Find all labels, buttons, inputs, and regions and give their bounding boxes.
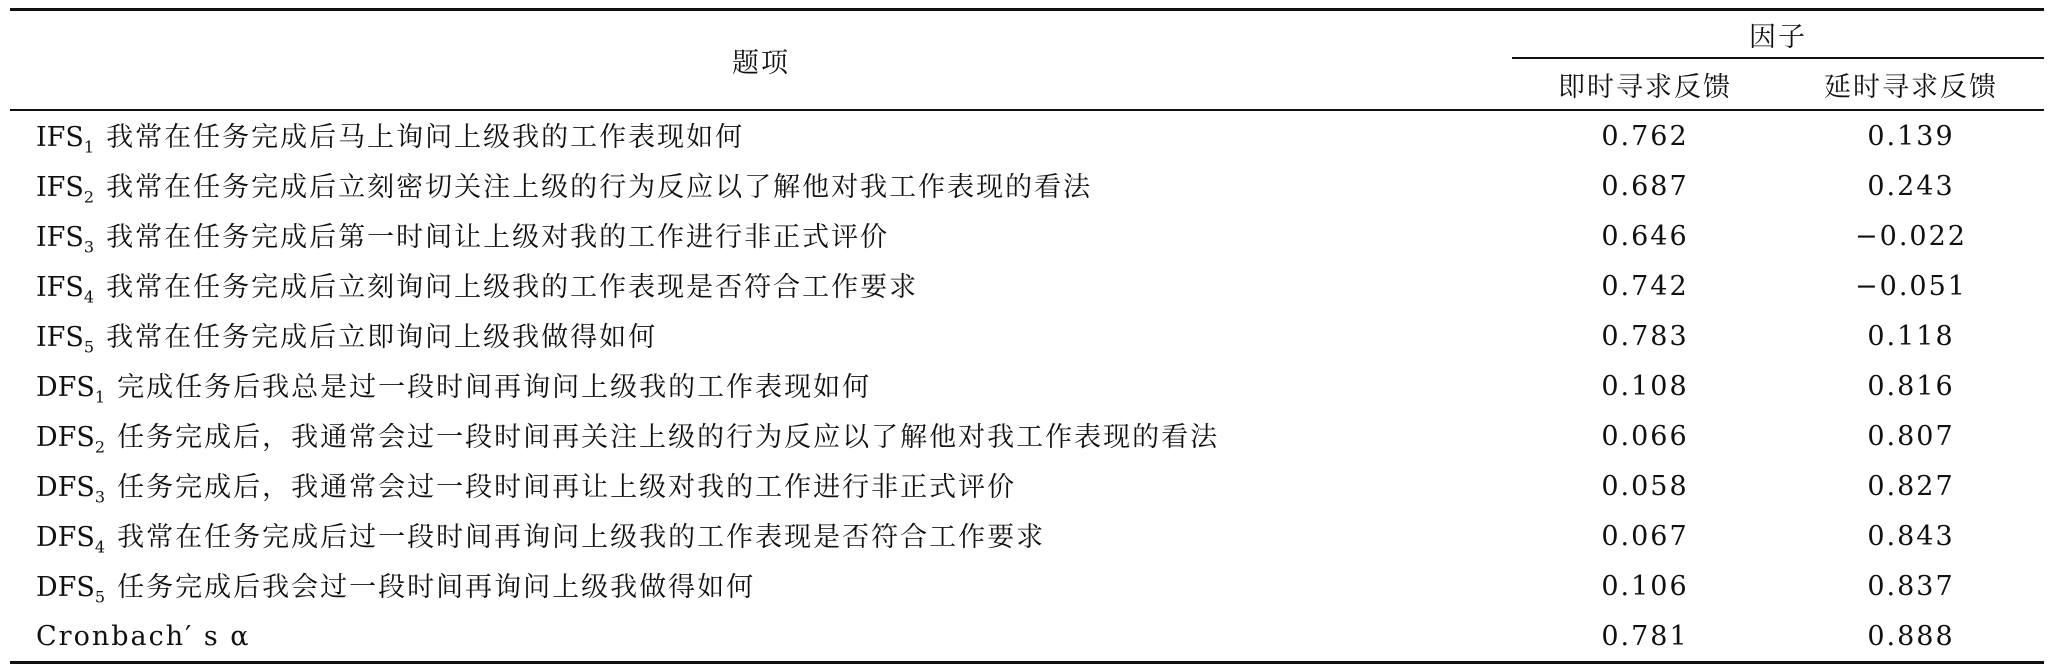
loading-delayed: 0.837 — [1867, 570, 1955, 602]
item-text: 我常在任务完成后立刻密切关注上级的行为反应以了解他对我工作表现的看法 — [106, 172, 1093, 204]
item-cell — [10, 361, 1512, 411]
alpha-value-delayed: 0.888 — [1778, 611, 2044, 663]
loading-delayed: 0.843 — [1867, 520, 1955, 552]
table-body — [10, 110, 2044, 663]
item-code — [36, 172, 95, 207]
loading-immediate: 0.783 — [1601, 320, 1689, 352]
alpha-value-immediate: 0.781 — [1512, 611, 1778, 663]
factor-loading-table — [10, 8, 2044, 664]
item-code-text: IFS — [36, 222, 84, 254]
item-text: 我常在任务完成后第一时间让上级对我的工作进行非正式评价 — [106, 222, 890, 254]
item-code-subscript: 2 — [83, 187, 95, 207]
table-row — [10, 161, 2044, 211]
loading-delayed: 0.827 — [1867, 470, 1955, 502]
loading-delayed: 0.816 — [1867, 370, 1955, 402]
item-cell — [10, 311, 1512, 361]
item-code-subscript: 5 — [94, 587, 106, 607]
item-code — [36, 122, 95, 157]
table-row — [10, 361, 2044, 411]
item-text: 我常在任务完成后马上询问上级我的工作表现如何 — [106, 122, 745, 154]
loading-immediate: 0.762 — [1601, 120, 1689, 152]
item-code-text: IFS — [36, 172, 84, 204]
item-code-text: DFS — [36, 372, 95, 404]
item-code-text: DFS — [36, 572, 95, 604]
item-cell — [10, 110, 1512, 161]
item-code — [36, 422, 106, 457]
item-code-text: DFS — [36, 522, 95, 554]
item-cell — [10, 561, 1512, 611]
item-code-subscript: 5 — [83, 337, 95, 357]
item-code-subscript: 2 — [94, 437, 106, 457]
item-code — [36, 572, 106, 607]
loading-immediate: 0.742 — [1601, 270, 1689, 302]
item-code — [36, 322, 95, 357]
loading-immediate: 0.108 — [1601, 370, 1689, 402]
loading-immediate: 0.067 — [1601, 520, 1689, 552]
item-cell — [10, 211, 1512, 261]
header-factor-delayed: 延时寻求反馈 — [1778, 58, 2044, 110]
item-code-text: DFS — [36, 422, 95, 454]
item-cell — [10, 161, 1512, 211]
header-factor-immediate: 即时寻求反馈 — [1512, 58, 1778, 110]
loading-delayed: 0.807 — [1867, 420, 1955, 452]
item-text: 我常在任务完成后立即询问上级我做得如何 — [106, 322, 658, 354]
item-code — [36, 222, 95, 257]
item-code-text: IFS — [36, 322, 84, 354]
item-code-subscript: 1 — [83, 137, 95, 157]
loading-immediate: 0.106 — [1601, 570, 1689, 602]
item-text: 任务完成后我会过一段时间再询问上级我做得如何 — [117, 572, 756, 604]
table-row — [10, 211, 2044, 261]
header-row-top — [10, 10, 2044, 59]
item-code-subscript: 4 — [83, 287, 95, 307]
factor-loading-table-container — [10, 8, 2044, 664]
item-text: 任务完成后，我通常会过一段时间再让上级对我的工作进行非正式评价 — [117, 472, 1017, 504]
item-code — [36, 522, 106, 557]
item-code-text: IFS — [36, 272, 84, 304]
item-code-text: DFS — [36, 472, 95, 504]
item-code — [36, 472, 106, 507]
loading-delayed: 0.243 — [1867, 170, 1955, 202]
item-cell — [10, 461, 1512, 511]
item-cell — [10, 261, 1512, 311]
table-header — [10, 10, 2044, 111]
table-row — [10, 311, 2044, 361]
loading-immediate: 0.058 — [1601, 470, 1689, 502]
table-row — [10, 511, 2044, 561]
item-code-subscript: 3 — [94, 487, 106, 507]
item-code-text: IFS — [36, 122, 84, 154]
table-row — [10, 261, 2044, 311]
alpha-row — [10, 611, 2044, 663]
item-cell — [10, 411, 1512, 461]
table-row — [10, 110, 2044, 161]
alpha-label: Cronbach′ s α — [10, 611, 1512, 663]
loading-delayed: 0.118 — [1867, 320, 1955, 352]
loading-immediate: 0.066 — [1601, 420, 1689, 452]
loading-delayed: 0.139 — [1867, 120, 1955, 152]
item-code-subscript: 3 — [83, 237, 95, 257]
table-row — [10, 411, 2044, 461]
loading-immediate: 0.646 — [1601, 220, 1689, 252]
item-code-subscript: 4 — [94, 537, 106, 557]
item-code — [36, 372, 106, 407]
loading-delayed: −0.022 — [1855, 220, 1967, 252]
table-row — [10, 561, 2044, 611]
header-factor-group — [1512, 10, 2044, 59]
item-text: 我常在任务完成后立刻询问上级我的工作表现是否符合工作要求 — [106, 272, 919, 304]
item-text: 我常在任务完成后过一段时间再询问上级我的工作表现是否符合工作要求 — [117, 522, 1046, 554]
loading-immediate: 0.687 — [1601, 170, 1689, 202]
item-code — [36, 272, 95, 307]
header-factor-group-label: 因子 — [1749, 21, 1807, 53]
item-text: 任务完成后，我通常会过一段时间再关注上级的行为反应以了解他对我工作表现的看法 — [117, 422, 1220, 454]
item-code-subscript: 1 — [94, 387, 106, 407]
header-item-column: 题项 — [10, 10, 1512, 111]
loading-delayed: −0.051 — [1855, 270, 1967, 302]
table-row — [10, 461, 2044, 511]
item-cell — [10, 511, 1512, 561]
item-text: 完成任务后我总是过一段时间再询问上级我的工作表现如何 — [117, 372, 872, 404]
